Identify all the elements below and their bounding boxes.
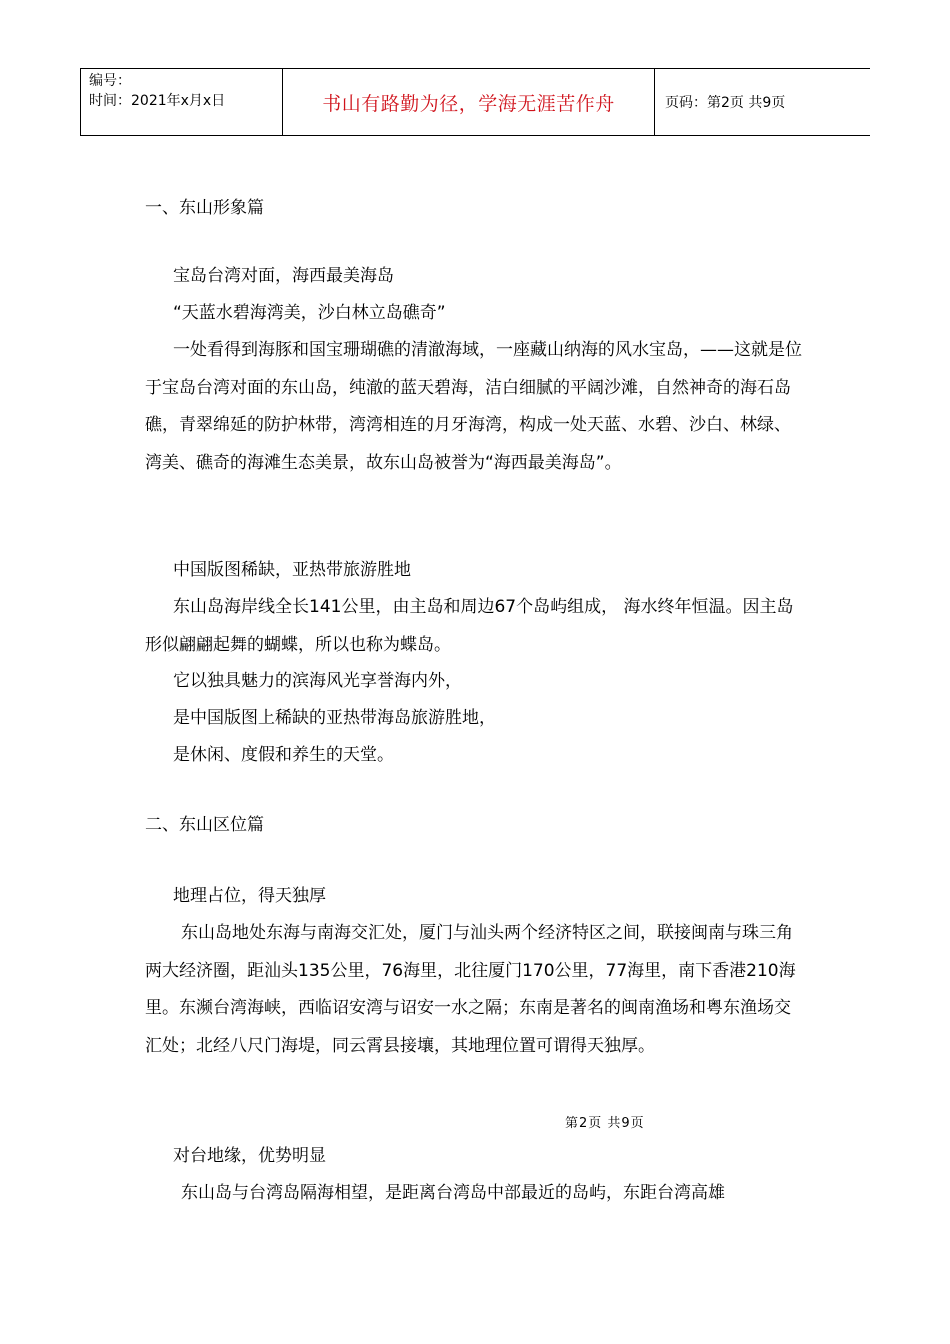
section-1-line-2: 是中国版图上稀缺的亚热带海岛旅游胜地， xyxy=(173,708,496,728)
header-motto: 书山有路勤为径，学海无涯苦作舟 xyxy=(283,69,655,135)
section-1-quote: “天蓝水碧海湾美，沙白林立岛礁奇” xyxy=(173,303,446,323)
section-1-title: 一、东山形象篇 xyxy=(145,198,264,218)
document-header xyxy=(80,68,870,136)
section-1-subheading-1: 宝岛台湾对面，海西最美海岛 xyxy=(173,266,394,286)
header-meta-cell xyxy=(81,69,283,135)
section-2-subheading-1: 地理占位，得天独厚 xyxy=(173,886,326,906)
section-1-paragraph-2: 东山岛海岸线全长141公里，由主岛和周边67个岛屿组成， 海水终年恒温。因主岛形似翩翩起舞的蝴蝶，所以也称为蝶岛。 xyxy=(145,597,794,655)
section-1-line-3: 是休闲、度假和养生的天堂。 xyxy=(173,745,394,765)
section-2-subheading-2: 对台地缘，优势明显 xyxy=(173,1146,326,1166)
document-number-label: 编号： xyxy=(89,73,131,89)
section-2-paragraph-2: 东山岛与台湾岛隔海相望，是距离台湾岛中部最近的岛屿，东距台湾高雄 xyxy=(181,1183,725,1203)
section-1-line-1: 它以独具魅力的滨海风光享誉海内外， xyxy=(173,671,462,691)
header-page-label: 页码：第2页 共9页 xyxy=(665,95,786,111)
section-1-subheading-2: 中国版图稀缺，亚热带旅游胜地 xyxy=(173,560,411,580)
document-time-label: 时间：2021年x月x日 xyxy=(89,93,226,109)
section-1-paragraph-1: 一处看得到海豚和国宝珊瑚礁的清澈海域，一座藏山纳海的风水宝岛，——这就是位于宝岛台湾对面的东山岛，纯澈的蓝天碧海，洁白细腻的平阔沙滩，自然神奇的海石岛礁，青翠绵延的防护林带，湾湾相连的月牙海湾，构成一处天蓝、水碧、沙白、林绿、湾美、礁奇的海滩生态美景，故东山岛被誉为“海西最美海岛”。 xyxy=(145,340,802,473)
section-2-title: 二、东山区位篇 xyxy=(145,815,264,835)
page-number-footer: 第2页 共9页 xyxy=(565,1116,645,1131)
section-2-paragraph-1: 东山岛地处东海与南海交汇处，厦门与汕头两个经济特区之间，联接闽南与珠三角两大经济圈，距汕头135公里，76海里，北往厦门170公里，77海里，南下香港210海里。东濒台湾海峡，西临诏安湾与诏安一水之隔；东南是著名的闽南渔场和粤东渔场交汇处；北经八尺门海堤，同云霄县接壤，其地理位置可谓得天独厚。 xyxy=(145,923,796,1056)
